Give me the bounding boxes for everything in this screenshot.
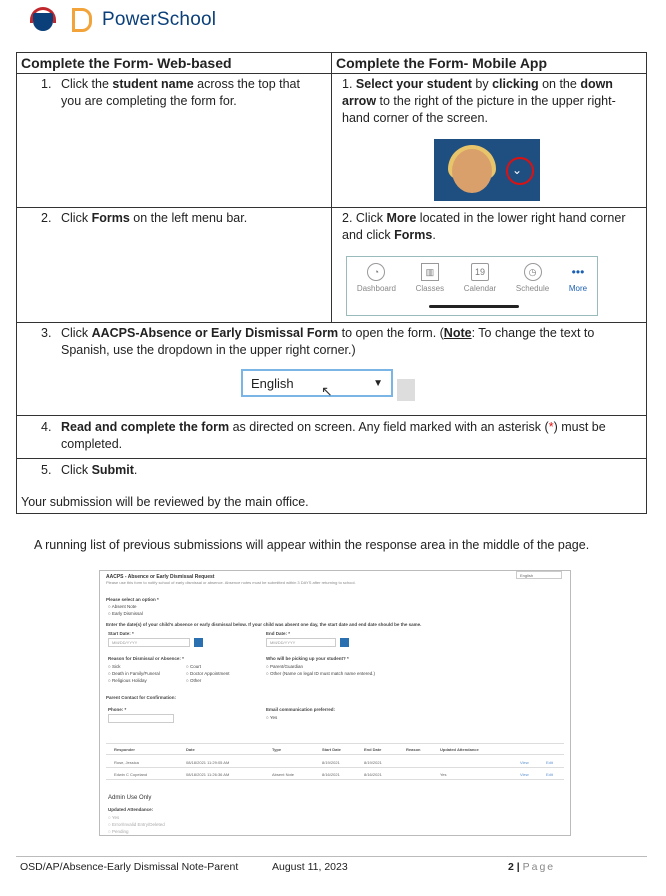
- running-list-note: A running list of previous submissions will appear within the response area in the middle of the page.: [34, 538, 590, 552]
- header-web: Complete the Form- Web-based: [17, 53, 332, 74]
- footer-date: August 11, 2023: [272, 861, 348, 873]
- home-indicator: [429, 305, 519, 308]
- web-step-2: 2. Click Forms on the left menu bar.: [41, 211, 248, 225]
- student-picture-screenshot: [434, 139, 540, 201]
- powerschool-p-icon: [72, 8, 92, 32]
- language-dropdown-screenshot: English ▼ ↖: [241, 369, 393, 397]
- instructions-table: [16, 52, 647, 514]
- mobile-nav-screenshot: [346, 256, 598, 316]
- review-note: Your submission will be reviewed by the main office.: [21, 495, 309, 509]
- classes-icon: ▥: [421, 263, 439, 281]
- calendar-icon: [340, 638, 349, 647]
- step-5: 5. Click Submit.: [41, 463, 138, 477]
- nav-schedule: ◷ Schedule: [516, 263, 549, 293]
- schedule-icon: ◷: [524, 263, 542, 281]
- web-step-1: 1. Click the student name across the top that you are completing the form for.: [41, 77, 300, 108]
- mouse-cursor-icon: ↖: [321, 383, 333, 399]
- dashboard-icon: ◔: [367, 263, 385, 281]
- page-number: 2 | Page: [508, 861, 556, 873]
- step-3: 3. Click AACPS-Absence or Early Dismissal Form to open the form. (Note: To change the text to Spanish, use the dropdown in the upper right corner.): [41, 326, 595, 357]
- nav-classes: ▥ Classes: [416, 263, 444, 293]
- chevron-down-icon: ⌄: [512, 163, 523, 177]
- form-screenshot: AACPS - Absence or Early Dismissal Request Please use this form to notify school of early dismissal or absence. Absence notes must be submitted within 3 DAYS after returning to school. English Please select an option * ○ Absent Note ○ Early Dismissal Enter the date(s) of your child's absence or early dismissal below. If your child was absent one day, the start date and end date should be the same. Start Date: * End Date: * MM/DD/YYYY MM/DD/YYYY Reason for Dismissal or Absence: * ○ Sick ○ Death in Family/Funeral ○ Religious Holiday ○ Court ○ Doctor Appointment ○ Other Who will be picking up your student? * ○ Parent/Guardian ○ Other (Name on legal ID must match name entered.) Parent Contact for Confirmation: Phone: * Email communication preferred: ○ Yes Responder Date Type Start Date End Date Reason Updated Attendance Rose, Jessica 08/18/2021 11:29:05 AM 8/19/2021 8/19/2021 View Edit Edwin C Copeland 08/18/2021 11:26:36 AM Absent Note 8/16/2021 8/16/2021 Yes View Edit Admin Use Only Updated Attendance: ○ Yes ○ Error/Invalid Entry/Deleted ○ Pending: [99, 570, 571, 836]
- footer-divider: [16, 856, 647, 857]
- step-4: 4. Read and complete the form as directed on screen. Any field marked with an asterisk (*) must be completed.: [41, 420, 606, 451]
- mobile-step-1: 1. Select your student by clicking on the down arrow to the right of the picture in the upper right-hand corner of the screen.: [342, 77, 616, 125]
- nav-dashboard: ◔ Dashboard: [357, 263, 396, 293]
- nav-more: ••• More: [568, 265, 588, 293]
- aacps-logo-icon: [30, 7, 56, 33]
- nav-calendar: 19 Calendar: [464, 263, 496, 293]
- avatar: [397, 379, 415, 401]
- header-mobile: Complete the Form- Mobile App: [332, 53, 647, 74]
- calendar-icon: [194, 638, 203, 647]
- more-icon: •••: [571, 265, 585, 279]
- form-lang-select: English: [516, 571, 562, 579]
- powerschool-logo: [30, 6, 216, 34]
- brand-name: PowerSchool: [102, 9, 217, 30]
- footer-doc: OSD/AP/Absence-Early Dismissal Note-Parent: [20, 861, 239, 873]
- caret-down-icon: ▼: [373, 377, 383, 389]
- calendar-icon: 19: [471, 263, 489, 281]
- mobile-step-2: 2. Click More located in the lower right hand corner and click Forms.: [342, 211, 626, 242]
